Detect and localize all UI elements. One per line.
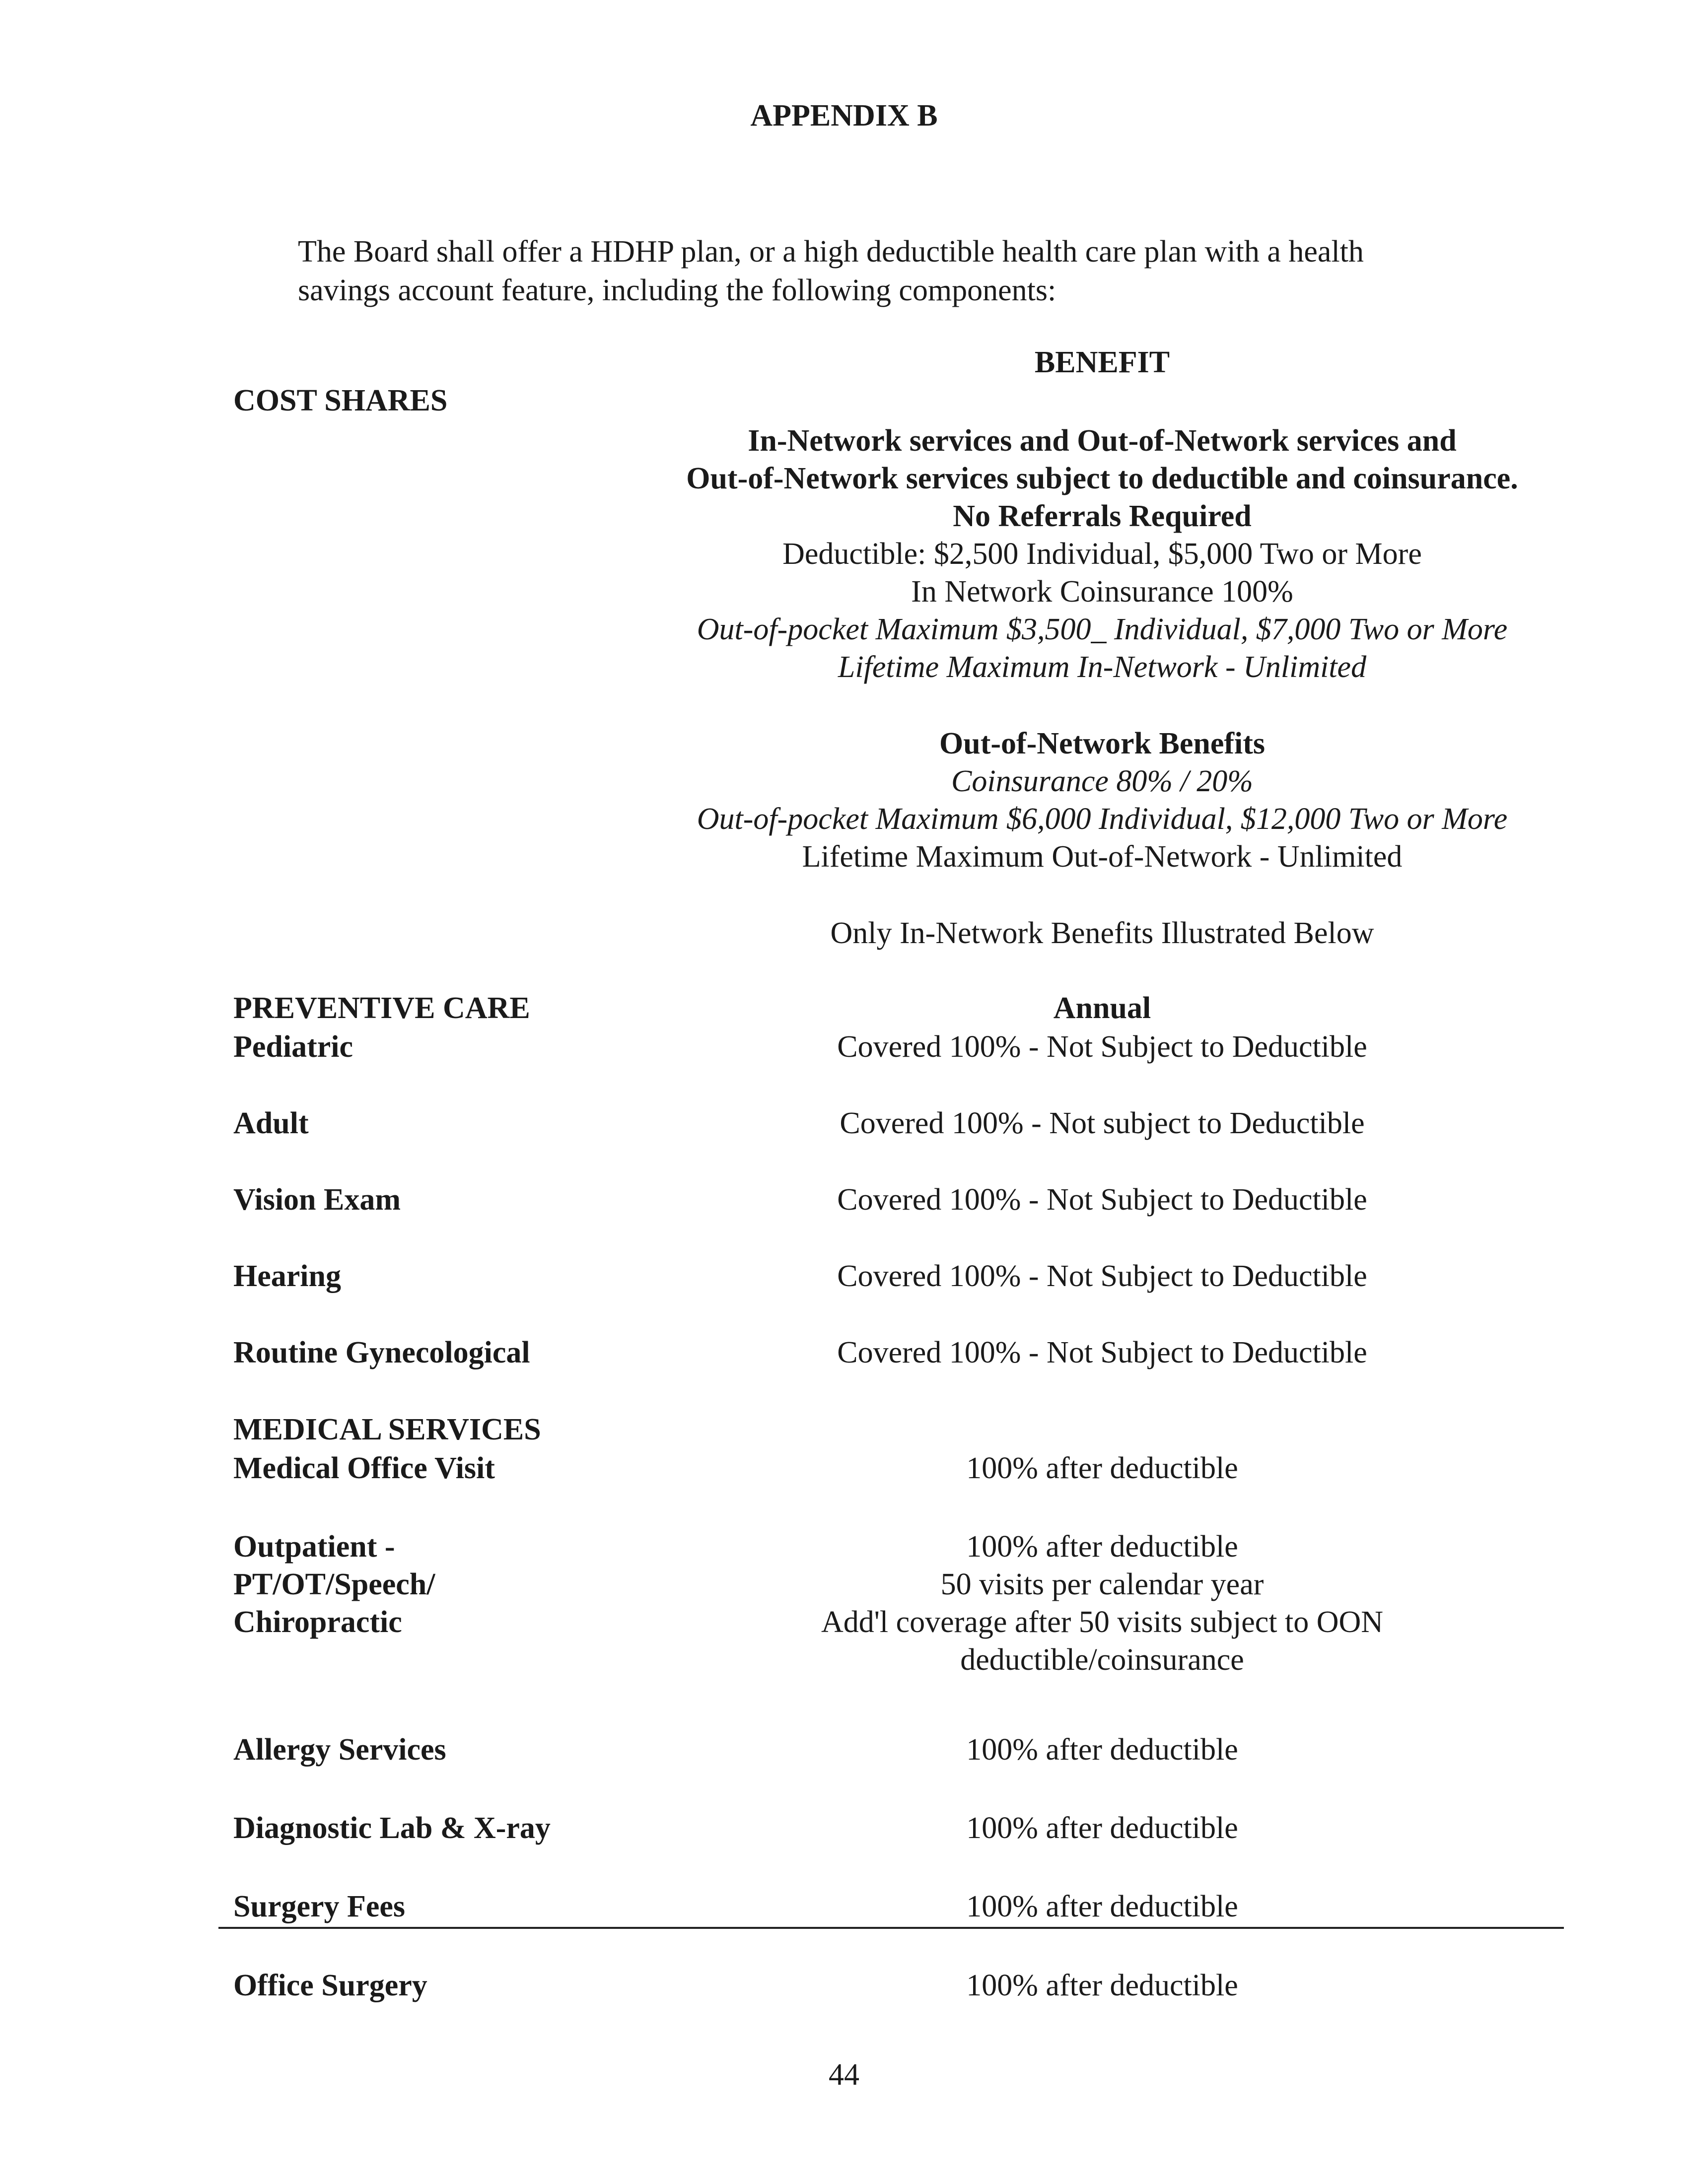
annual-column-header: Annual <box>1053 991 1151 1025</box>
illustrated-note: Only In-Network Benefits Illustrated Below <box>830 916 1374 950</box>
row-value-vision-exam: Covered 100% - Not Subject to Deductible <box>837 1183 1367 1217</box>
out-network-heading: Out-of-Network Benefits <box>939 727 1266 760</box>
divider-line <box>218 1927 1564 1929</box>
page-number: 44 <box>829 2058 859 2092</box>
in-network-coinsurance: In Network Coinsurance 100% <box>911 575 1293 609</box>
intro-line-2: savings account feature, including the following components: <box>298 273 1056 307</box>
row-label-surgery-fees: Surgery Fees <box>233 1890 406 1923</box>
out-network-block <box>606 725 1599 876</box>
outpatient-value-line-4: deductible/coinsurance <box>960 1643 1244 1677</box>
outpatient-label-line-1: Outpatient - <box>233 1530 395 1564</box>
page-title: APPENDIX B <box>750 99 938 133</box>
out-network-oop-max: Out-of-pocket Maximum $6,000 Individual, $12,000 Two or More <box>697 802 1508 836</box>
row-value-hearing: Covered 100% - Not Subject to Deductible <box>837 1259 1367 1293</box>
row-value-routine-gynecological: Covered 100% - Not Subject to Deductible <box>837 1336 1367 1369</box>
row-label-pediatric: Pediatric <box>233 1030 353 1064</box>
out-network-lifetime: Lifetime Maximum Out-of-Network - Unlimited <box>802 840 1403 874</box>
row-value-office-surgery: 100% after deductible <box>966 1969 1238 2002</box>
in-network-oop-max: Out-of-pocket Maximum $3,500_ Individual, $7,000 Two or More <box>697 613 1508 646</box>
outpatient-label-line-2: PT/OT/Speech/ <box>233 1568 435 1601</box>
outpatient-label-line-3: Chiropractic <box>233 1605 402 1639</box>
row-label-allergy-services: Allergy Services <box>233 1733 446 1767</box>
row-value-pediatric: Covered 100% - Not Subject to Deductible <box>837 1030 1367 1064</box>
in-network-heading-2: Out-of-Network services subject to deductible and coinsurance. <box>686 462 1518 495</box>
outpatient-value-line-1: 100% after deductible <box>966 1530 1238 1564</box>
out-network-coinsurance: Coinsurance 80% / 20% <box>951 764 1253 798</box>
cost-shares-label: COST SHARES <box>233 384 448 417</box>
row-label-medical-office-visit: Medical Office Visit <box>233 1451 495 1485</box>
outpatient-value-line-3: Add'l coverage after 50 visits subject to OON <box>821 1605 1384 1639</box>
medical-services-section: MEDICAL SERVICES <box>233 1413 541 1446</box>
row-value-surgery-fees: 100% after deductible <box>966 1890 1238 1923</box>
preventive-care-section: PREVENTIVE CARE <box>233 991 530 1025</box>
no-referrals-heading: No Referrals Required <box>953 499 1252 533</box>
in-network-lifetime: Lifetime Maximum In-Network - Unlimited <box>838 650 1367 684</box>
deductible-text: Deductible: $2,500 Individual, $5,000 Two or More <box>782 537 1422 571</box>
row-label-outpatient <box>233 1528 435 1641</box>
intro-line-1: The Board shall offer a HDHP plan, or a high deductible health care plan with a health <box>298 235 1364 269</box>
in-network-heading-1: In-Network services and Out-of-Network services and <box>748 424 1457 458</box>
row-value-adult: Covered 100% - Not subject to Deductible <box>840 1106 1365 1140</box>
benefit-heading: BENEFIT <box>1034 345 1170 379</box>
row-label-hearing: Hearing <box>233 1259 341 1293</box>
row-value-medical-office-visit: 100% after deductible <box>966 1451 1238 1485</box>
outpatient-value-line-2: 50 visits per calendar year <box>940 1568 1264 1601</box>
in-network-block <box>606 422 1599 686</box>
row-label-diagnostic-lab: Diagnostic Lab & X-ray <box>233 1811 551 1845</box>
row-value-allergy-services: 100% after deductible <box>966 1733 1238 1767</box>
row-value-diagnostic-lab: 100% after deductible <box>966 1811 1238 1845</box>
row-label-routine-gynecological: Routine Gynecological <box>233 1336 530 1369</box>
row-label-vision-exam: Vision Exam <box>233 1183 401 1217</box>
row-label-adult: Adult <box>233 1106 309 1140</box>
row-label-office-surgery: Office Surgery <box>233 1969 427 2002</box>
row-value-outpatient <box>606 1528 1599 1679</box>
